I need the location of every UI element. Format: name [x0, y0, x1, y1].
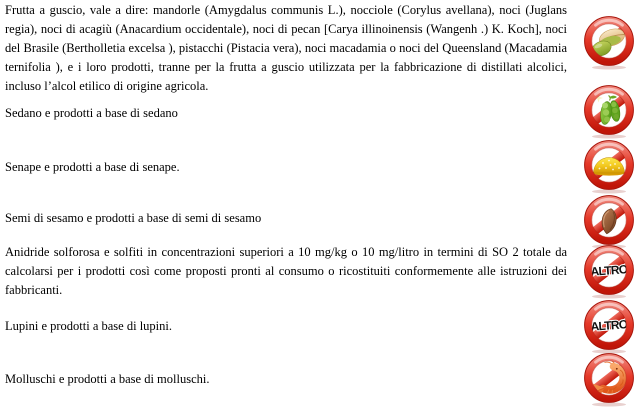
- no-tree-nuts-icon: [583, 16, 635, 70]
- no-sesame-icon: [583, 195, 635, 249]
- paragraph-molluscs: Molluschi e prodotti a base di molluschi.: [5, 372, 210, 386]
- altro-label: ALTRO: [590, 317, 628, 334]
- icon-shadow: [592, 66, 626, 70]
- no-molluscs-icon: [583, 353, 635, 407]
- paragraph-lupin: Lupini e prodotti a base di lupini.: [5, 319, 172, 333]
- icon-shadow: [592, 190, 626, 194]
- paragraph-tree-nuts: Frutta a guscio, vale a dire: mandorle (Amygdalus communis L.), nocciole (Corylus avellana), noci (Juglans regia), noci di acagiù (Anacardium occidentale), noci di pecan [Carya illinoinensis (Wangenh .) K. Koch], noci del Brasile (Bertholletia excelsa ), pistacchi (Pistacia vera), noci macadamia o noci del Queensland (Macadamia ternifolia ), e i loro prodotti, tranne per la frutta a guscio utilizzata per la fabbricazione di distillati alcolici, incluso l’alcol etilico di origine agricola.: [5, 3, 567, 93]
- paragraph-sesame: Semi di sesamo e prodotti a base di semi di sesamo: [5, 211, 262, 225]
- no-sulphites-altro-icon: [583, 245, 635, 299]
- icon-shadow: [592, 403, 626, 407]
- icon-shadow: [592, 295, 626, 299]
- icon-shadow: [592, 135, 626, 139]
- no-celery-icon: [583, 85, 635, 139]
- paragraph-mustard: Senape e prodotti a base di senape.: [5, 160, 180, 174]
- paragraph-celery: Sedano e prodotti a base di sedano: [5, 106, 178, 120]
- paragraph-sulphites: Anidride solforosa e solfiti in concentrazioni superiori a 10 mg/kg o 10 mg/litro in termini di SO 2 totale da calcolarsi per i prodotti così come proposti pronti al consumo o ricostituiti conformemente alle istruzioni dei fabbricanti.: [5, 245, 567, 297]
- no-lupin-altro-icon: [583, 300, 635, 354]
- altro-label: ALTRO: [590, 262, 628, 279]
- no-mustard-icon: [583, 140, 635, 194]
